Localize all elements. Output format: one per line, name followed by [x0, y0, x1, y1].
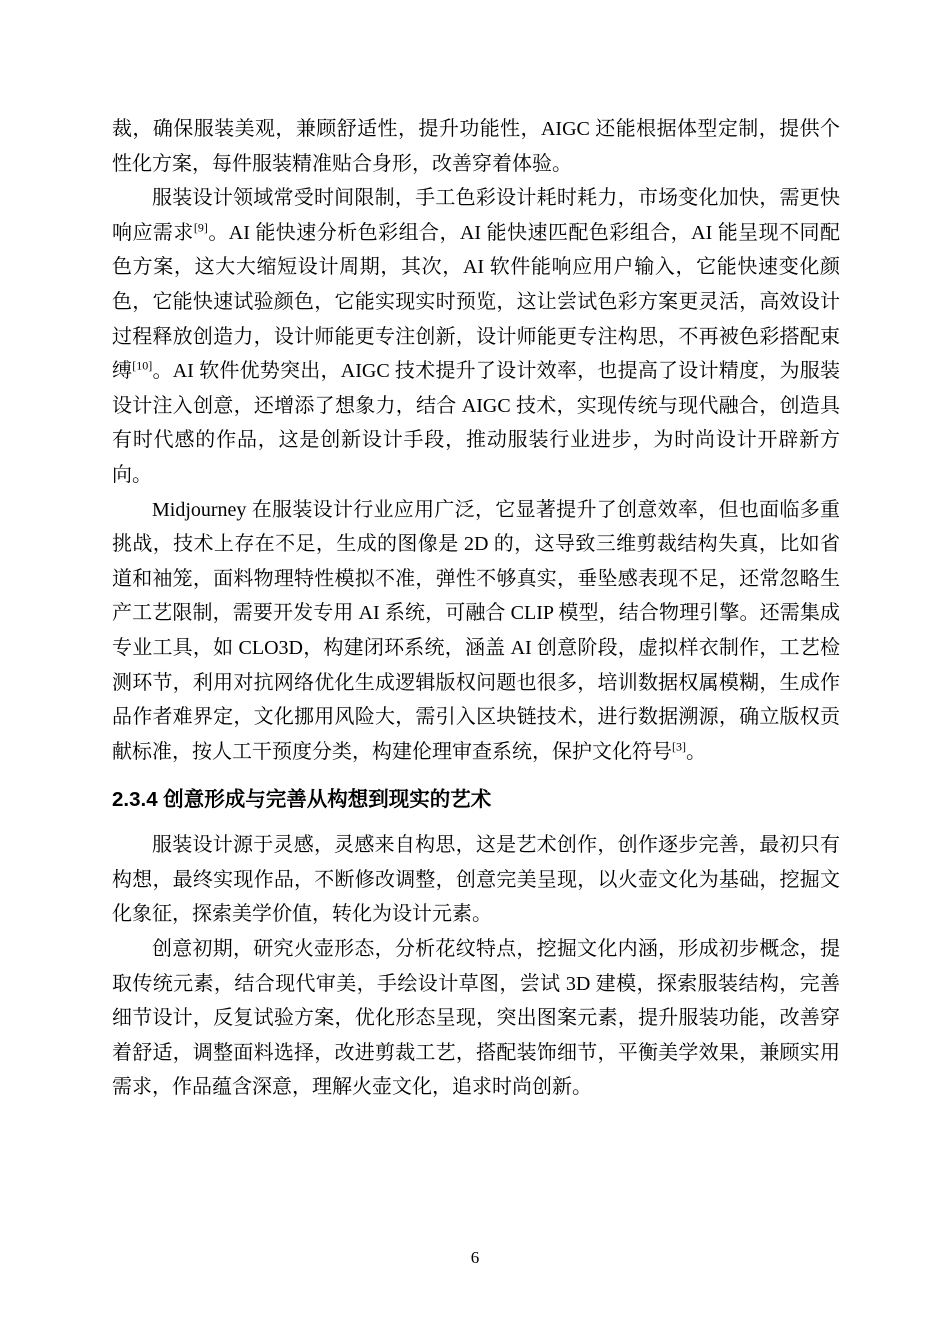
text-run: 。	[686, 740, 706, 763]
text-run: 服装设计领域常受时间限制，手工色彩设计耗时耗力，市场变化加快，需更快响应需求	[112, 187, 840, 244]
text-run: 。AI 能快速分析色彩组合，AI 能快速匹配色彩组合，AI 能呈现不同配色方案，这大大缩短设计周期，其次，AI 软件能响应用户输入，它能快速变化颜色，它能快速试验颜色，它能实现实时预览，这让尝试色彩方案更灵活，高效设计过程释放创造力，设计师能更专注创新，设计师能更专注构思，不再被色彩搭配束缚	[112, 221, 841, 383]
citation-ref-3: [3]	[672, 739, 686, 754]
paragraph-inspiration: 服装设计源于灵感，灵感来自构思，这是艺术创作，创作逐步完善，最初只有构想，最终实现作品，不断修改调整，创意完美呈现，以火壶文化为基础，挖掘文化象征，探索美学价值，转化为设计元素。	[112, 834, 840, 926]
text-run: Midjourney 在服装设计行业应用广泛，它显著提升了创意效率，但也面临多重挑战，技术上存在不足，生成的图像是 2D 的，这导致三维剪裁结构失真，比如省道和袖笼，面料物理特性模拟不准，弹性不够真实，垂坠感表现不足，还常忽略生产工艺限制，需要开发专用 AI 系统，可融合 CLIP 模型，结合物理引擎。还需集成专业工具，如 CLO3D，构建闭环系统，涵盖 AI 创意阶段，虚拟样衣制作，工艺检测环节，利用对抗网络优化生成逻辑版权问题也很多，培训数据权属模糊，生成作品作者难界定，文化挪用风险大，需引入区块链技术，进行数据溯源，确立版权贡献标准，按人工干预度分类，构建伦理审查系统，保护文化符号	[112, 498, 840, 763]
text-run: 裁，确保服装美观，兼顾舒适性，提升功能性，AIGC 还能根据体型定制，提供个性化方案，每件服装精准贴合身形，改善穿着体验。	[112, 118, 840, 175]
text-run: 。AI 软件优势突出，AIGC 技术提升了设计效率，也提高了设计精度，为服装设计注入创意，还增添了想象力，结合 AIGC 技术，实现传统与现代融合，创造具有时代感的作品，这是创新设计手段，推动服装行业进步，为时尚设计开辟新方向。	[112, 360, 840, 486]
page-content	[112, 112, 840, 1105]
paragraph-continuation	[112, 112, 840, 181]
citation-ref-9: [9]	[193, 220, 208, 235]
citation-ref-10: [10]	[132, 358, 153, 373]
section-heading-2-3-4: 2.3.4 创意形成与完善从构想到现实的艺术	[112, 788, 492, 812]
page-number: 6	[470, 1248, 480, 1267]
paragraph-creative-process: 创意初期，研究火壶形态，分析花纹特点，挖掘文化内涵，形成初步概念，提取传统元素，结合现代审美，手绘设计草图，尝试 3D 建模，探索服装结构，完善细节设计，反复试验方案，优化形态呈现，突出图案元素，提升服装功能，改善穿着舒适，调整面料选择，改进剪裁工艺，搭配装饰细节，平衡美学效果，兼顾实用需求，作品蕴含深意，理解火壶文化，追求时尚创新。	[112, 938, 840, 1099]
paragraph-color-design	[112, 181, 840, 492]
paragraph-midjourney	[112, 493, 840, 770]
